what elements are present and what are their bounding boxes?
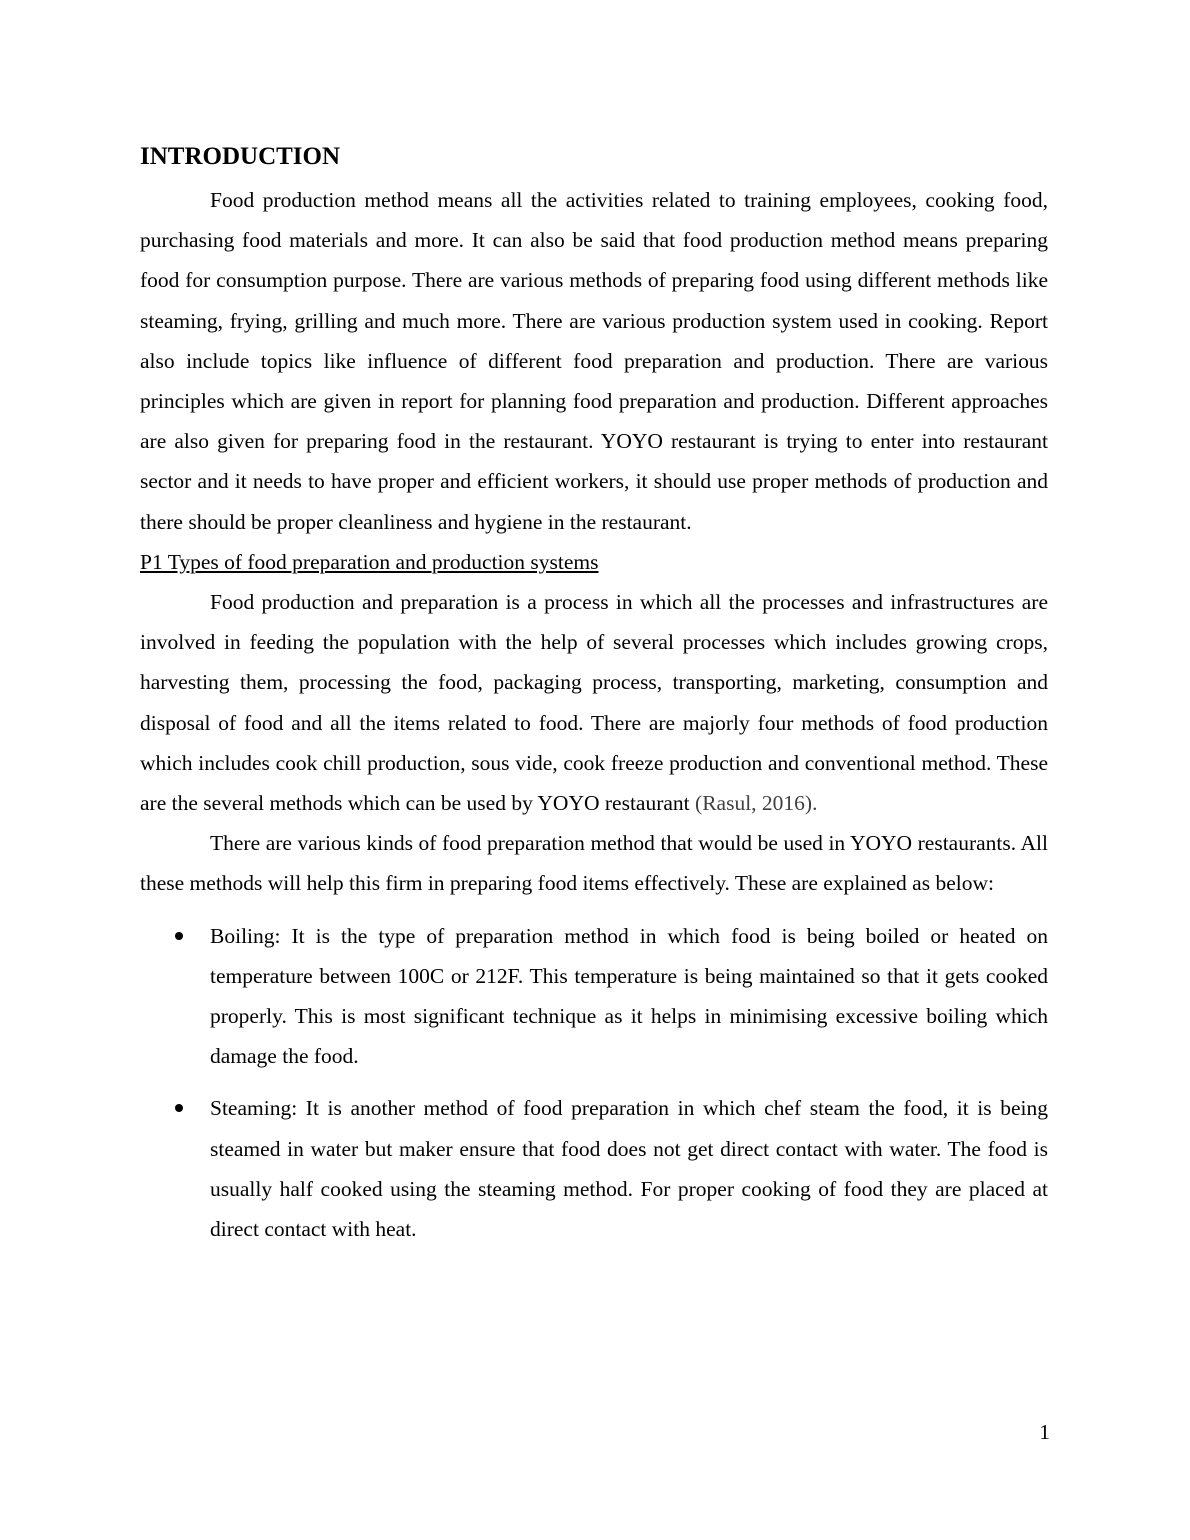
bullet-list xyxy=(140,916,1048,1250)
list-item xyxy=(140,916,1048,1077)
introduction-heading: INTRODUCTION xyxy=(140,143,341,170)
bullet-icon xyxy=(175,932,183,940)
page-number: 1 xyxy=(1039,1420,1050,1444)
list-item xyxy=(140,1088,1048,1249)
citation: (Rasul, 2016). xyxy=(695,791,818,816)
bullet-icon xyxy=(175,1104,183,1112)
bullet-text-boiling: Boiling: It is the type of preparation method in which food is being boiled or heated on temperature between 100C or 212F. This temperature is being maintained so that it gets cooked properly. This is most significant technique as it helps in minimising excessive boiling which damage the food. xyxy=(210,923,1048,1069)
bullet-text-steaming: Steaming: It is another method of food preparation in which chef steam the food, it is being steamed in water but maker ensure that food does not get direct contact with water. The food is usually half cooked using the steaming method. For proper cooking of food they are placed at direct contact with heat. xyxy=(210,1096,1048,1242)
section-paragraph-1 xyxy=(140,582,1048,823)
intro-paragraph: Food production method means all the activities related to training employees, cooking food, purchasing food materials and more. It can also be said that food production method means preparing food for consumption purpose. There are various methods of preparing food using different methods like steaming, frying, grilling and much more. There are various production system used in cooking. Report also include topics like influence of different food preparation and production. There are various principles which are given in report for planning food preparation and production. Different approaches are also given for preparing food in the restaurant. YOYO restaurant is trying to enter into restaurant sector and it needs to have proper and efficient workers, it should use proper methods of production and there should be proper cleanliness and hygiene in the restaurant. xyxy=(140,188,1048,534)
section-paragraph-2: There are various kinds of food preparation method that would be used in YOYO restaurants. All these methods will help this firm in preparing food items effectively. These are explained as below: xyxy=(140,831,1048,896)
section-paragraph-1-text: Food production and preparation is a process in which all the processes and infrastructures are involved in feeding the population with the help of several processes which includes growing crops, harvesting them, processing the food, packaging process, transporting, marketing, consumption and disposal of food and all the items related to food. There are majorly four methods of food production which includes cook chill production, sous vide, cook freeze production and conventional method. These are the several methods which can be used by YOYO restaurant xyxy=(140,590,1048,816)
document-page xyxy=(140,140,1048,1261)
section-heading-p1: P1 Types of food preparation and production systems xyxy=(140,549,599,574)
